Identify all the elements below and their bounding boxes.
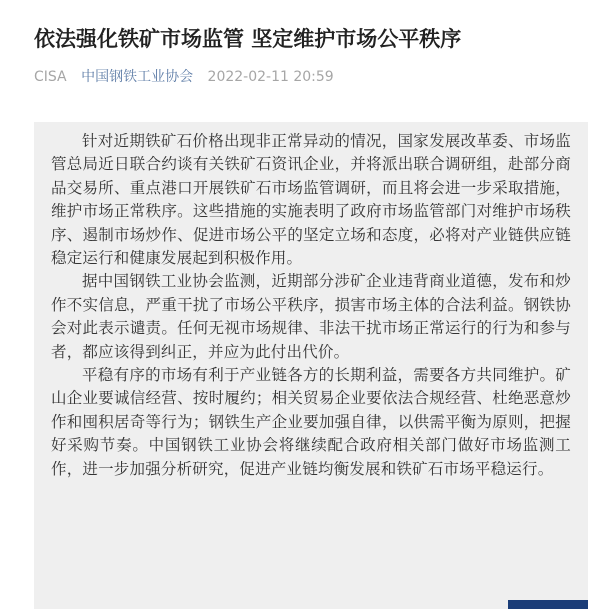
article-paragraph: 平稳有序的市场有利于产业链各方的长期利益，需要各方共同维护。矿山企业要诚信经营、按时履约；相关贸易企业要依法合规经营、杜绝恶意炒作和囤积居奇等行为；钢铁生产企业要加强自律，以供需平衡为原则，把握好采购节奏。中国钢铁工业协会将继续配合政府相关部门做好市场监测工作，进一步加强分析研究，促进产业链均衡发展和铁矿石市场平稳运行。 xyxy=(51,366,571,478)
bottom-accent-bar xyxy=(508,600,588,609)
article-paragraph: 针对近期铁矿石价格出现非正常异动的情况，国家发展改革委、市场监管总局近日联合约谈有关铁矿石资讯企业，并将派出联合调研组，赴部分商品交易所、重点港口开展铁矿石市场监管调研，而且将会进一步采取措施，维护市场正常秩序。这些措施的实施表明了政府市场监管部门对维护市场秩序、遏制市场炒作、促进市场公平的坚定立场和态度，必将对产业链供应链稳定运行和健康发展起到积极作用。 xyxy=(51,132,571,268)
article-content xyxy=(34,122,588,609)
article-meta xyxy=(34,67,334,87)
article-paragraph: 据中国钢铁工业协会监测，近期部分涉矿企业违背商业道德，发布和炒作不实信息，严重干扰了市场公平秩序，损害市场主体的合法利益。钢铁协会对此表示谴责。任何无视市场规律、非法干扰市场正常运行的行为和参与者，都应该得到纠正，并应为此付出代价。 xyxy=(51,272,571,361)
author-link[interactable]: 中国钢铁工业协会 xyxy=(81,69,194,85)
publish-date: 2022-02-11 20:59 xyxy=(207,69,334,85)
article-title: 依法强化铁矿市场监管 坚定维护市场公平秩序 xyxy=(34,27,462,51)
article-source: CISA xyxy=(34,69,67,85)
